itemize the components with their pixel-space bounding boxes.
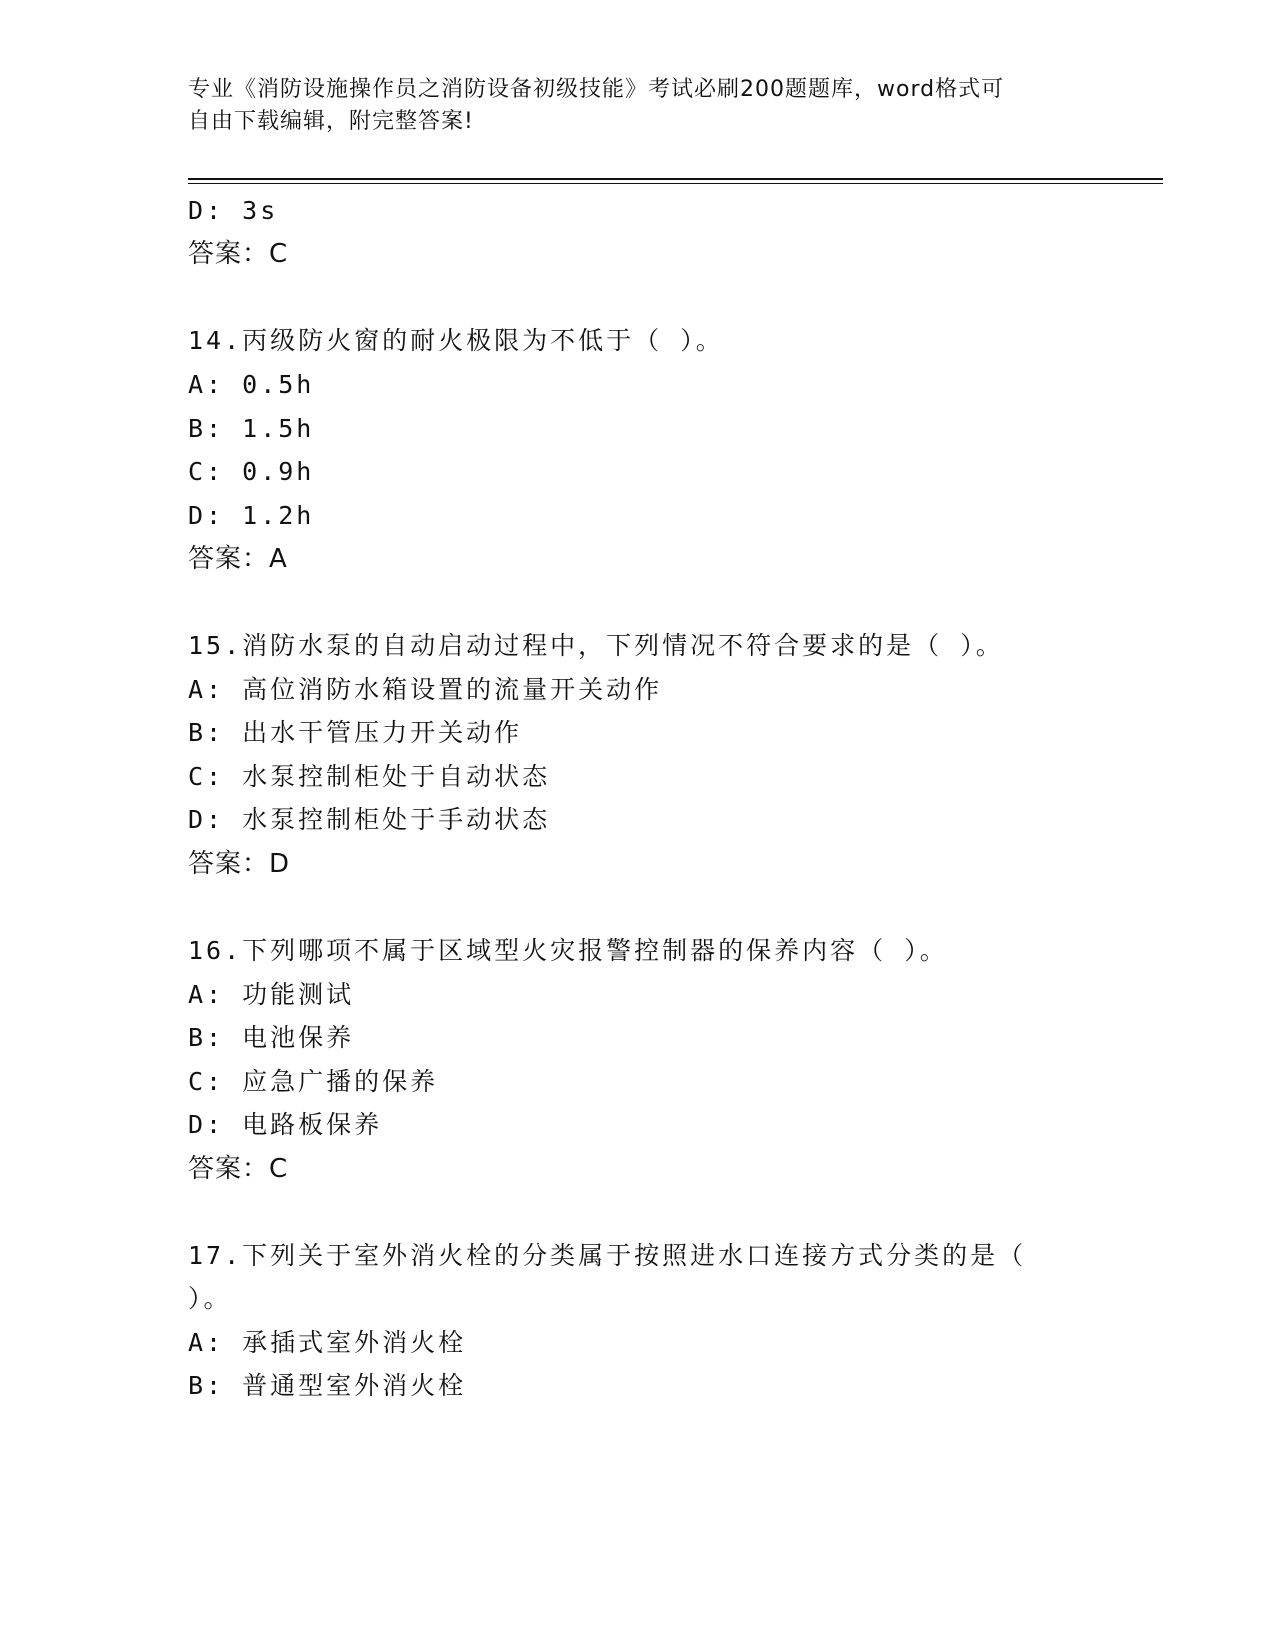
question-14-stem: 14.丙级防火窗的耐火极限为不低于（ ）。 [188,326,724,355]
question-15-answer: 答案：D [188,849,291,879]
question-17-option-a: A: 承插式室外消火栓 [188,1328,467,1357]
option-d-previous: D: 3s [188,196,279,225]
question-15-stem: 15.消防水泵的自动启动过程中，下列情况不符合要求的是（ ）。 [188,631,1004,660]
question-14-option-b: B: 1.5h [188,414,315,443]
question-17-stem-line-2: ）。 [188,1284,232,1313]
header-line-2: 自由下载编辑，附完整答案! [188,109,474,134]
question-14-option-d: D: 1.2h [188,501,315,530]
question-14-option-a: A: 0.5h [188,370,315,399]
header-line-1: 专业《消防设施操作员之消防设备初级技能》考试必刷200题题库，word格式可 [188,77,1005,102]
question-14-option-c: C: 0.9h [188,457,315,486]
question-15-option-a: A: 高位消防水箱设置的流量开关动作 [188,675,663,704]
question-17-option-b: B: 普通型室外消火栓 [188,1371,467,1400]
question-16-option-a: A: 功能测试 [188,980,355,1009]
header-divider-thin [188,183,1163,184]
question-15-option-b: B: 出水干管压力开关动作 [188,718,523,747]
question-16-stem: 16.下列哪项不属于区域型火灾报警控制器的保养内容（ ）。 [188,936,948,965]
question-16-option-d: D: 电路板保养 [188,1110,383,1139]
question-15-option-c: C: 水泵控制柜处于自动状态 [188,762,551,791]
question-15-option-d: D: 水泵控制柜处于手动状态 [188,805,551,834]
answer-previous: 答案：C [188,239,289,269]
question-14-answer: 答案：A [188,544,288,574]
question-16-answer: 答案：C [188,1154,289,1184]
header-divider-thick [188,178,1163,180]
question-16-option-b: B: 电池保养 [188,1023,355,1052]
question-17-stem-line-1: 17.下列关于室外消火栓的分类属于按照进水口连接方式分类的是（ [188,1241,1027,1270]
question-16-option-c: C: 应急广播的保养 [188,1067,439,1096]
document-header [188,74,1068,138]
